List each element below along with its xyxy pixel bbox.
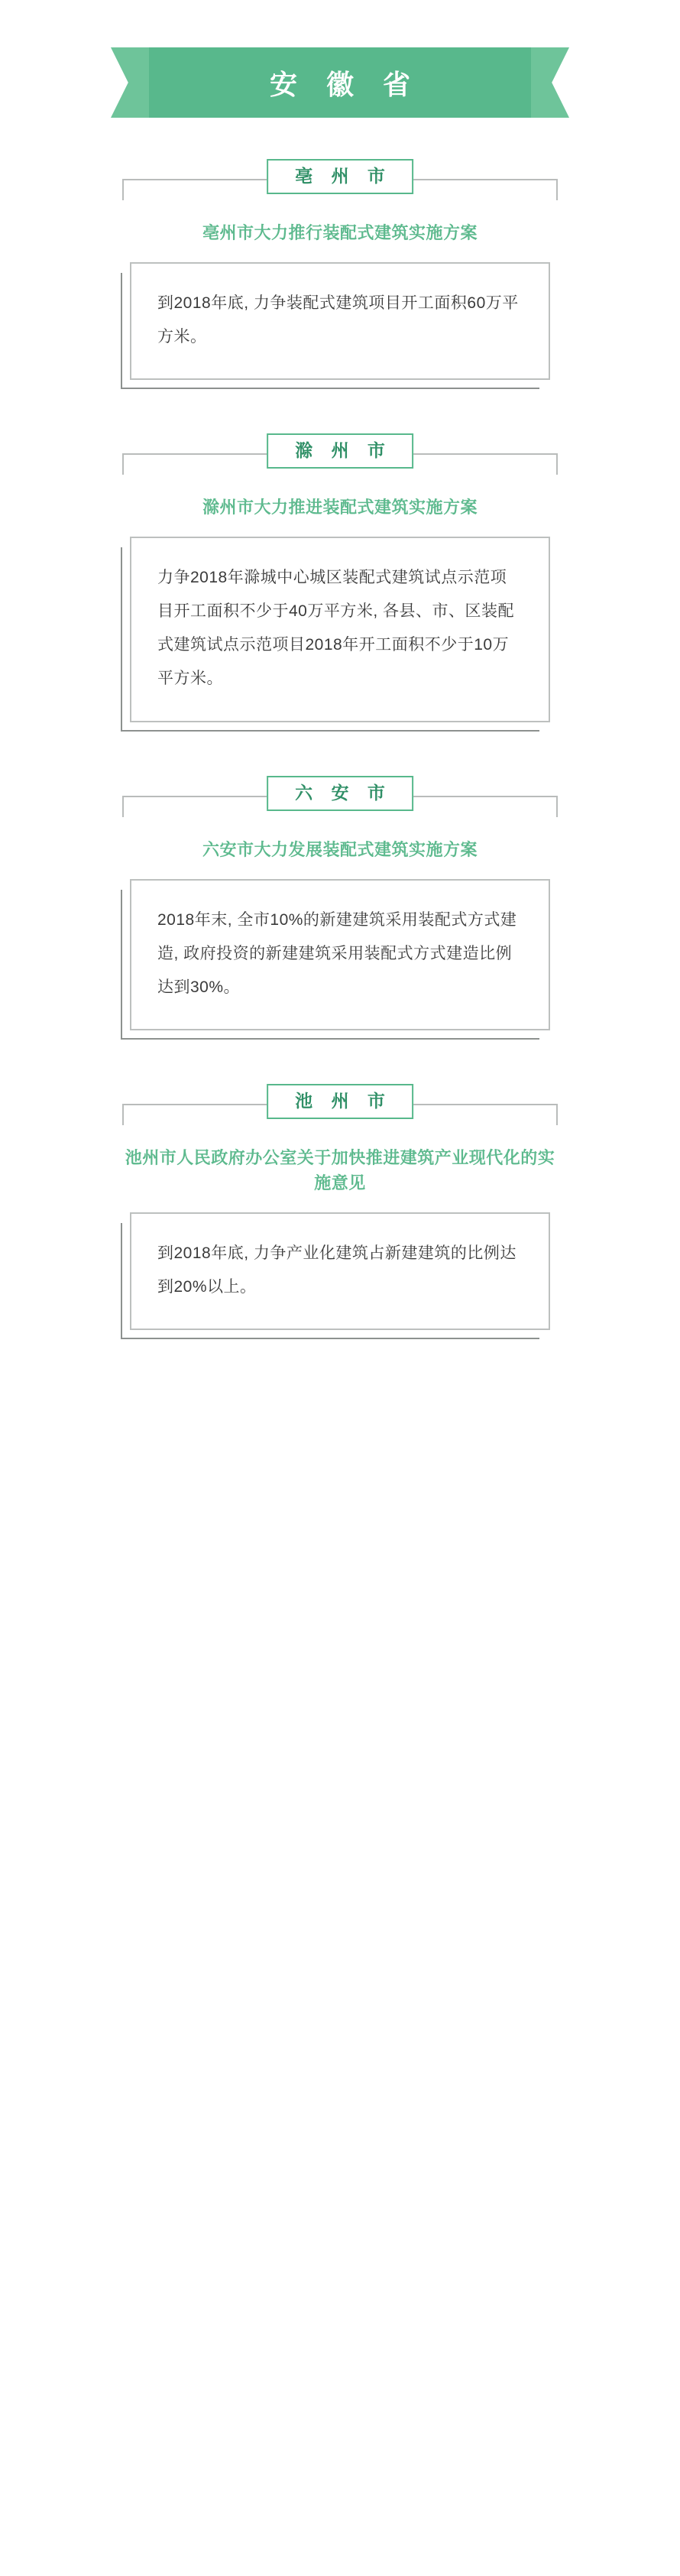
province-label: 安 徽 省	[269, 68, 421, 100]
city-label: 六 安 市	[295, 782, 392, 803]
city-label: 滁 州 市	[295, 440, 392, 461]
content-wrap-3	[130, 879, 550, 1030]
doc-title-2: 滁州市大力推进装配式建筑实施方案	[202, 498, 478, 517]
province-title-box	[149, 47, 531, 118]
frame-shadow-horizontal	[121, 730, 539, 732]
frame-shadow-vertical	[121, 273, 122, 389]
content-text: 力争2018年滁城中心城区装配式建筑试点示范项目开工面积不少于40万平方米, 各县、市、区装配式建筑试点示范项目2018年开工面积不少于10万平方米。	[157, 569, 515, 688]
city-pill-2	[267, 433, 413, 469]
city-pill-1	[267, 159, 413, 194]
content-wrap-2	[130, 537, 550, 722]
content-wrap-4	[130, 1212, 550, 1330]
frame-shadow-vertical	[121, 547, 122, 731]
city-pill-3	[267, 776, 413, 811]
frame-shadow-horizontal	[121, 388, 539, 389]
frame-shadow-vertical	[121, 1223, 122, 1339]
city-pill-4	[267, 1084, 413, 1119]
content-box-3	[130, 879, 550, 1030]
city-header-1	[122, 159, 558, 200]
doc-title-3: 六安市大力发展装配式建筑实施方案	[202, 839, 478, 859]
frame-shadow-horizontal	[121, 1038, 539, 1040]
city-header-3	[122, 776, 558, 817]
infographic-page	[0, 47, 680, 2576]
content-box-2	[130, 537, 550, 722]
province-banner	[50, 47, 630, 118]
content-box-4	[130, 1212, 550, 1330]
city-section-2	[0, 433, 680, 722]
content-text: 到2018年底, 力争产业化建筑占新建建筑的比例达到20%以上。	[157, 1244, 516, 1296]
city-section-4	[0, 1084, 680, 1330]
content-box-1	[130, 262, 550, 380]
frame-shadow-vertical	[121, 890, 122, 1040]
city-header-2	[122, 433, 558, 475]
city-section-1	[0, 159, 680, 380]
frame-shadow-horizontal	[121, 1338, 539, 1339]
city-label: 亳 州 市	[295, 166, 392, 186]
doc-title-1: 亳州市大力推行装配式建筑实施方案	[202, 223, 478, 242]
city-section-3	[0, 776, 680, 1030]
doc-title-4: 池州市人民政府办公室关于加快推进建筑产业现代化的实施意见	[125, 1147, 555, 1192]
content-wrap-1	[130, 262, 550, 380]
city-label: 池 州 市	[295, 1090, 392, 1111]
city-header-4	[122, 1084, 558, 1125]
content-text: 2018年末, 全市10%的新建建筑采用装配式方式建造, 政府投资的新建建筑采用装配式方式建造比例达到30%。	[157, 910, 517, 996]
content-text: 到2018年底, 力争装配式建筑项目开工面积60万平方米。	[157, 294, 519, 346]
